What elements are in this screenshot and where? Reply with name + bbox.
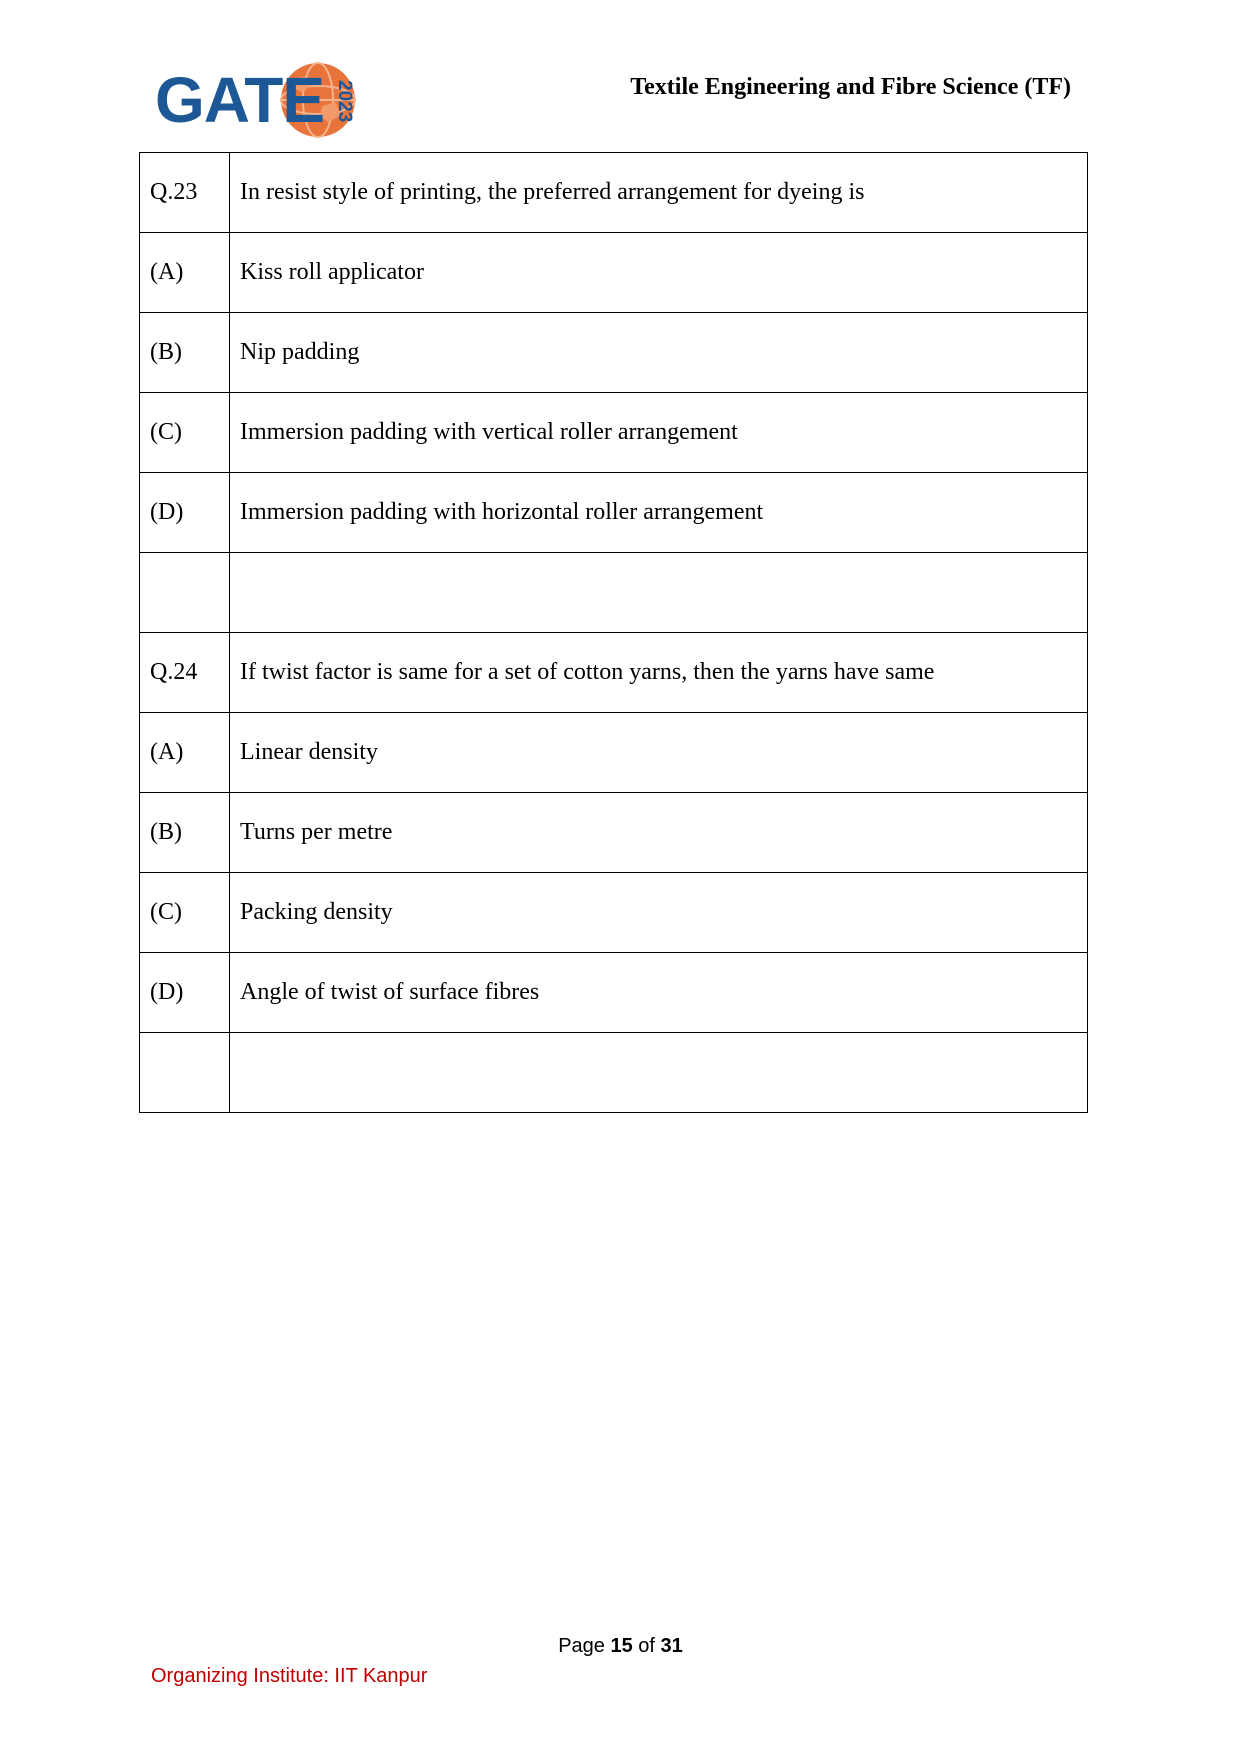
option-label: (B) <box>140 313 230 393</box>
option-label: (A) <box>140 233 230 313</box>
option-row <box>140 393 1088 473</box>
empty-cell <box>230 1033 1088 1113</box>
page-number <box>0 1635 1241 1658</box>
logo-text: GATE <box>155 64 325 136</box>
empty-cell <box>230 553 1088 633</box>
option-row <box>140 713 1088 793</box>
option-text: Immersion padding with horizontal roller arrangement <box>230 473 1088 553</box>
option-row <box>140 313 1088 393</box>
page-current: 15 <box>610 1635 633 1657</box>
option-row <box>140 473 1088 553</box>
option-text: Turns per metre <box>230 793 1088 873</box>
empty-cell <box>140 553 230 633</box>
option-text: Immersion padding with vertical roller arrangement <box>230 393 1088 473</box>
question-number: Q.24 <box>140 633 230 713</box>
option-label: (A) <box>140 713 230 793</box>
logo-year: 2023 <box>334 79 355 123</box>
question-row <box>140 153 1088 233</box>
empty-cell <box>140 1033 230 1113</box>
option-text: Kiss roll applicator <box>230 233 1088 313</box>
option-row <box>140 233 1088 313</box>
page-of: of <box>638 1635 655 1657</box>
gate-2023-logo <box>155 60 355 140</box>
spacer-row <box>140 1033 1088 1113</box>
option-text: Packing density <box>230 873 1088 953</box>
option-label: (D) <box>140 953 230 1033</box>
question-row <box>140 633 1088 713</box>
option-label: (C) <box>140 873 230 953</box>
option-label: (B) <box>140 793 230 873</box>
option-text: Nip padding <box>230 313 1088 393</box>
option-row <box>140 953 1088 1033</box>
question-text: In resist style of printing, the preferred arrangement for dyeing is <box>230 153 1088 233</box>
question-text: If twist factor is same for a set of cotton yarns, then the yarns have same <box>230 633 1088 713</box>
option-label: (D) <box>140 473 230 553</box>
organizing-institute: Organizing Institute: IIT Kanpur <box>151 1665 428 1687</box>
page-word: Page <box>558 1635 605 1657</box>
option-text: Linear density <box>230 713 1088 793</box>
paper-title: Textile Engineering and Fibre Science (TF) <box>630 74 1071 100</box>
option-text: Angle of twist of surface fibres <box>230 953 1088 1033</box>
question-number: Q.23 <box>140 153 230 233</box>
question-table <box>139 152 1088 1113</box>
page-total: 31 <box>660 1635 683 1657</box>
spacer-row <box>140 553 1088 633</box>
option-label: (C) <box>140 393 230 473</box>
option-row <box>140 793 1088 873</box>
option-row <box>140 873 1088 953</box>
